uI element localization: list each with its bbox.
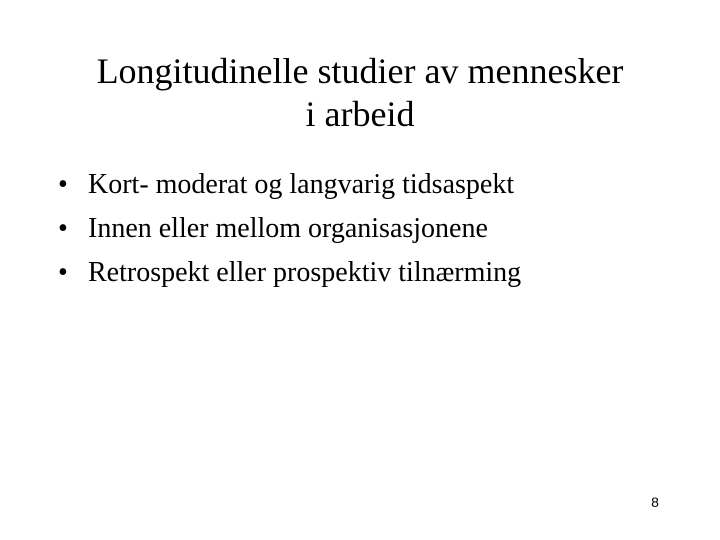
slide-title <box>40 50 680 136</box>
slide-title-line-1: Longitudinelle studier av mennesker <box>96 51 624 91</box>
bullet-list <box>58 163 521 295</box>
bullet-item <box>58 207 521 251</box>
bullet-item <box>58 163 521 207</box>
bullet-text: Kort- moderat og langvarig tidsaspekt <box>88 169 515 200</box>
bullet-text: Retrospekt eller prospektiv tilnærming <box>88 257 522 288</box>
bullet-item <box>58 251 521 295</box>
bullet-dot-icon: • <box>58 169 68 200</box>
bullet-text: Innen eller mellom organisasjonene <box>88 213 488 244</box>
bullet-dot-icon: • <box>58 213 68 244</box>
bullet-dot-icon: • <box>58 257 68 288</box>
page-number: 8 <box>651 494 659 510</box>
slide-title-line-2: i arbeid <box>305 94 415 134</box>
